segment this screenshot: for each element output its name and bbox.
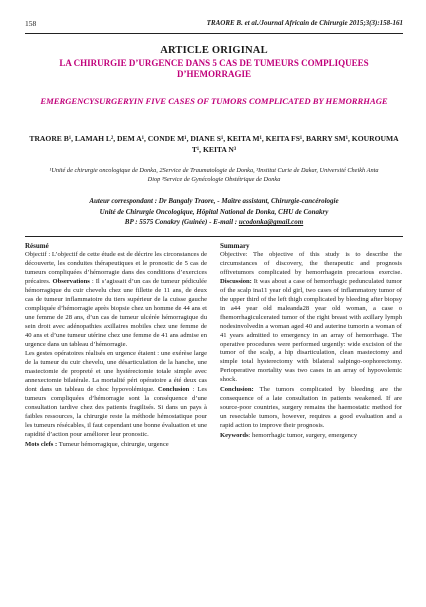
resume-keywords-label: Mots clefs : bbox=[25, 441, 58, 449]
correspondence-author: Auteur correspondant : Dr Bangaly Traore, - Maître assistant, Chirurgie-cancérologie bbox=[89, 197, 339, 205]
running-header bbox=[25, 19, 403, 34]
resume-conclusion-label: Conclusion bbox=[157, 386, 190, 394]
correspondence-unit: Unité de Chirurgie Oncologique, Hôpital National de Donka, CHU de Conakry bbox=[99, 207, 329, 216]
summary-paragraph-2 bbox=[220, 386, 402, 431]
resume-paragraph-2 bbox=[25, 350, 207, 440]
affiliations: ¹Unité de chirurgie oncologique de Donka, 2Service de Traumatologie de Donka, ³Institut Curie de Dakar, Université Cheikh Anta Diop ³Service de Gynécologie Obstétrique de Donka bbox=[49, 167, 379, 183]
resume-paragraph-1 bbox=[25, 251, 207, 349]
resume-keywords bbox=[25, 441, 207, 450]
summary-keywords bbox=[220, 432, 402, 441]
title-english: EMERGENCYSURGERYIN FIVE CASES OF TUMORS COMPLICATED BY HEMORRHAGE bbox=[40, 96, 388, 106]
summary-objective: Objective: The objective of this study is to describe the circumstances of discovery, the therapeutic and prognosis offivetumors complicated by hemorrhagein precarious exercise. bbox=[220, 251, 402, 276]
article-type: ARTICLE ORIGINAL bbox=[160, 45, 268, 56]
correspondence-bp: BP : 5575 Conakry (Guinée) - E-mail : bbox=[124, 218, 239, 226]
resume-observations: : Il s’agissait d’un cas de tumeur pédiculée hémorragique du cuir chevelu chez une fillette de 11 ans, de deux cas de tumeur inflammatoire du tiers supérieur de la cuisse gauche compliquée d’hémorragie après biopsie chez un homme de 44 ans et une femme de 28 ans, d’un cas de tumeur ulcérée hémorragique du sein droit avec adénopathies axillaires mobiles chez une femme de 40 ans et d’une tumeur utérine chez une femme de 41 ans admise en urgence dans un tableau d’hémorragie. bbox=[25, 277, 207, 348]
correspondence bbox=[25, 196, 403, 228]
email-link[interactable]: ucodonka@gmail.com bbox=[238, 218, 304, 226]
resume-procedures: Les gestes opératoires réalisés en urgence étaient : une exérèse large de la tumeur du cuir chevelu, une désarticulation de la hanche, une mastectomie de propreté et une hystérectomie totale simple avec annexectomie bilatérale. La mortalité péri opératoire a été deux cas dont dans un tableau de choc hypovolémique. bbox=[25, 350, 207, 394]
resume-conclusion: : Les tumeurs compliquées d’hémorragie sont la conséquence d’une consultation tardive chez des patients fragilisés. Si dans un pays à faibles ressources, la chirurgie reste la méthode hémostatique pour les tumeurs résécables, il faut cependant une bonne évaluation et une rapidité d’action pour améliorer leur pronostic. bbox=[25, 386, 207, 439]
summary-discussion-label: Discussion: bbox=[220, 277, 252, 285]
resume-objective: Objectif : L’objectif de cette étude est de décrire les circonstances de découverte, les conduites thérapeutiques et le pronostic de 5 cas de tumeurs compliquées d’hémorragie dans des conditions d’exercices précaires. bbox=[25, 251, 207, 285]
summary-paragraph-1 bbox=[220, 251, 402, 385]
resume-heading: Résumé bbox=[25, 242, 49, 250]
summary-column bbox=[220, 241, 402, 441]
summary-keywords-label: Keywords bbox=[220, 432, 249, 440]
summary-keywords-text: : hemorrhagic tumor, surgery, emergency bbox=[248, 432, 358, 440]
summary-discussion: It was about a case of hemorrhagic pedunculated tumor of the scalp ina11 year old girl, two cases of inflammatory tumor of the upper third of the left thigh complicated by bleeding after biopsy in a44 year old maleanda28 year old woman, a case o fhemorrhagiculcerated tumor of the right breast with axillary lymph nodesinvolvedin a woman aged 40 and auterine tumorin a woman of 41 years admitted to emergency in an array of hemorrhage. The operative procedures were performed urgently: wide excision of the tumor of the scalp, a hip disarticulation, clean mastectomy and simple total hysterectomy with bilateral salpingo-oophorectomy. Perioperative mortality was two cases in an array of hypovolemic shock. bbox=[220, 277, 402, 384]
author-list: TRAORE B¹, LAMAH L², DEM A¹, CONDE M¹, DIANE S¹, KEITA M¹, KEITA FS¹, BARRY SM¹, KOUROUMA T¹, KEITA N³ bbox=[29, 134, 399, 154]
resume-keywords-text: Tumeur hémorragique, chirurgie, urgence bbox=[57, 441, 169, 449]
correspondence-address bbox=[25, 217, 403, 228]
title-french: LA CHIRURGIE D’URGENCE DANS 5 CAS DE TUMEURS COMPLIQUEES D’HEMORRAGIE bbox=[59, 58, 369, 79]
summary-conclusion-label: Conclusion: bbox=[220, 386, 254, 394]
summary-conclusion: The tumors complicated by bleeding are the consequence of a late consultation in patients weakened. If are source-poor countries, surgery remains the haemostatic method for un resectable tumors, however, requires a good evaluation and a rapid action to improve their prognosis. bbox=[220, 386, 402, 430]
resume-observations-label: Observations bbox=[52, 277, 90, 285]
journal-citation: TRAORE B. et al./Journal Africain de Chirurgie 2015;3(3):158-161 bbox=[206, 19, 403, 27]
page-number: 158 bbox=[25, 19, 37, 28]
resume-column bbox=[25, 241, 207, 450]
summary-heading: Summary bbox=[220, 242, 250, 250]
section-divider bbox=[25, 236, 403, 237]
